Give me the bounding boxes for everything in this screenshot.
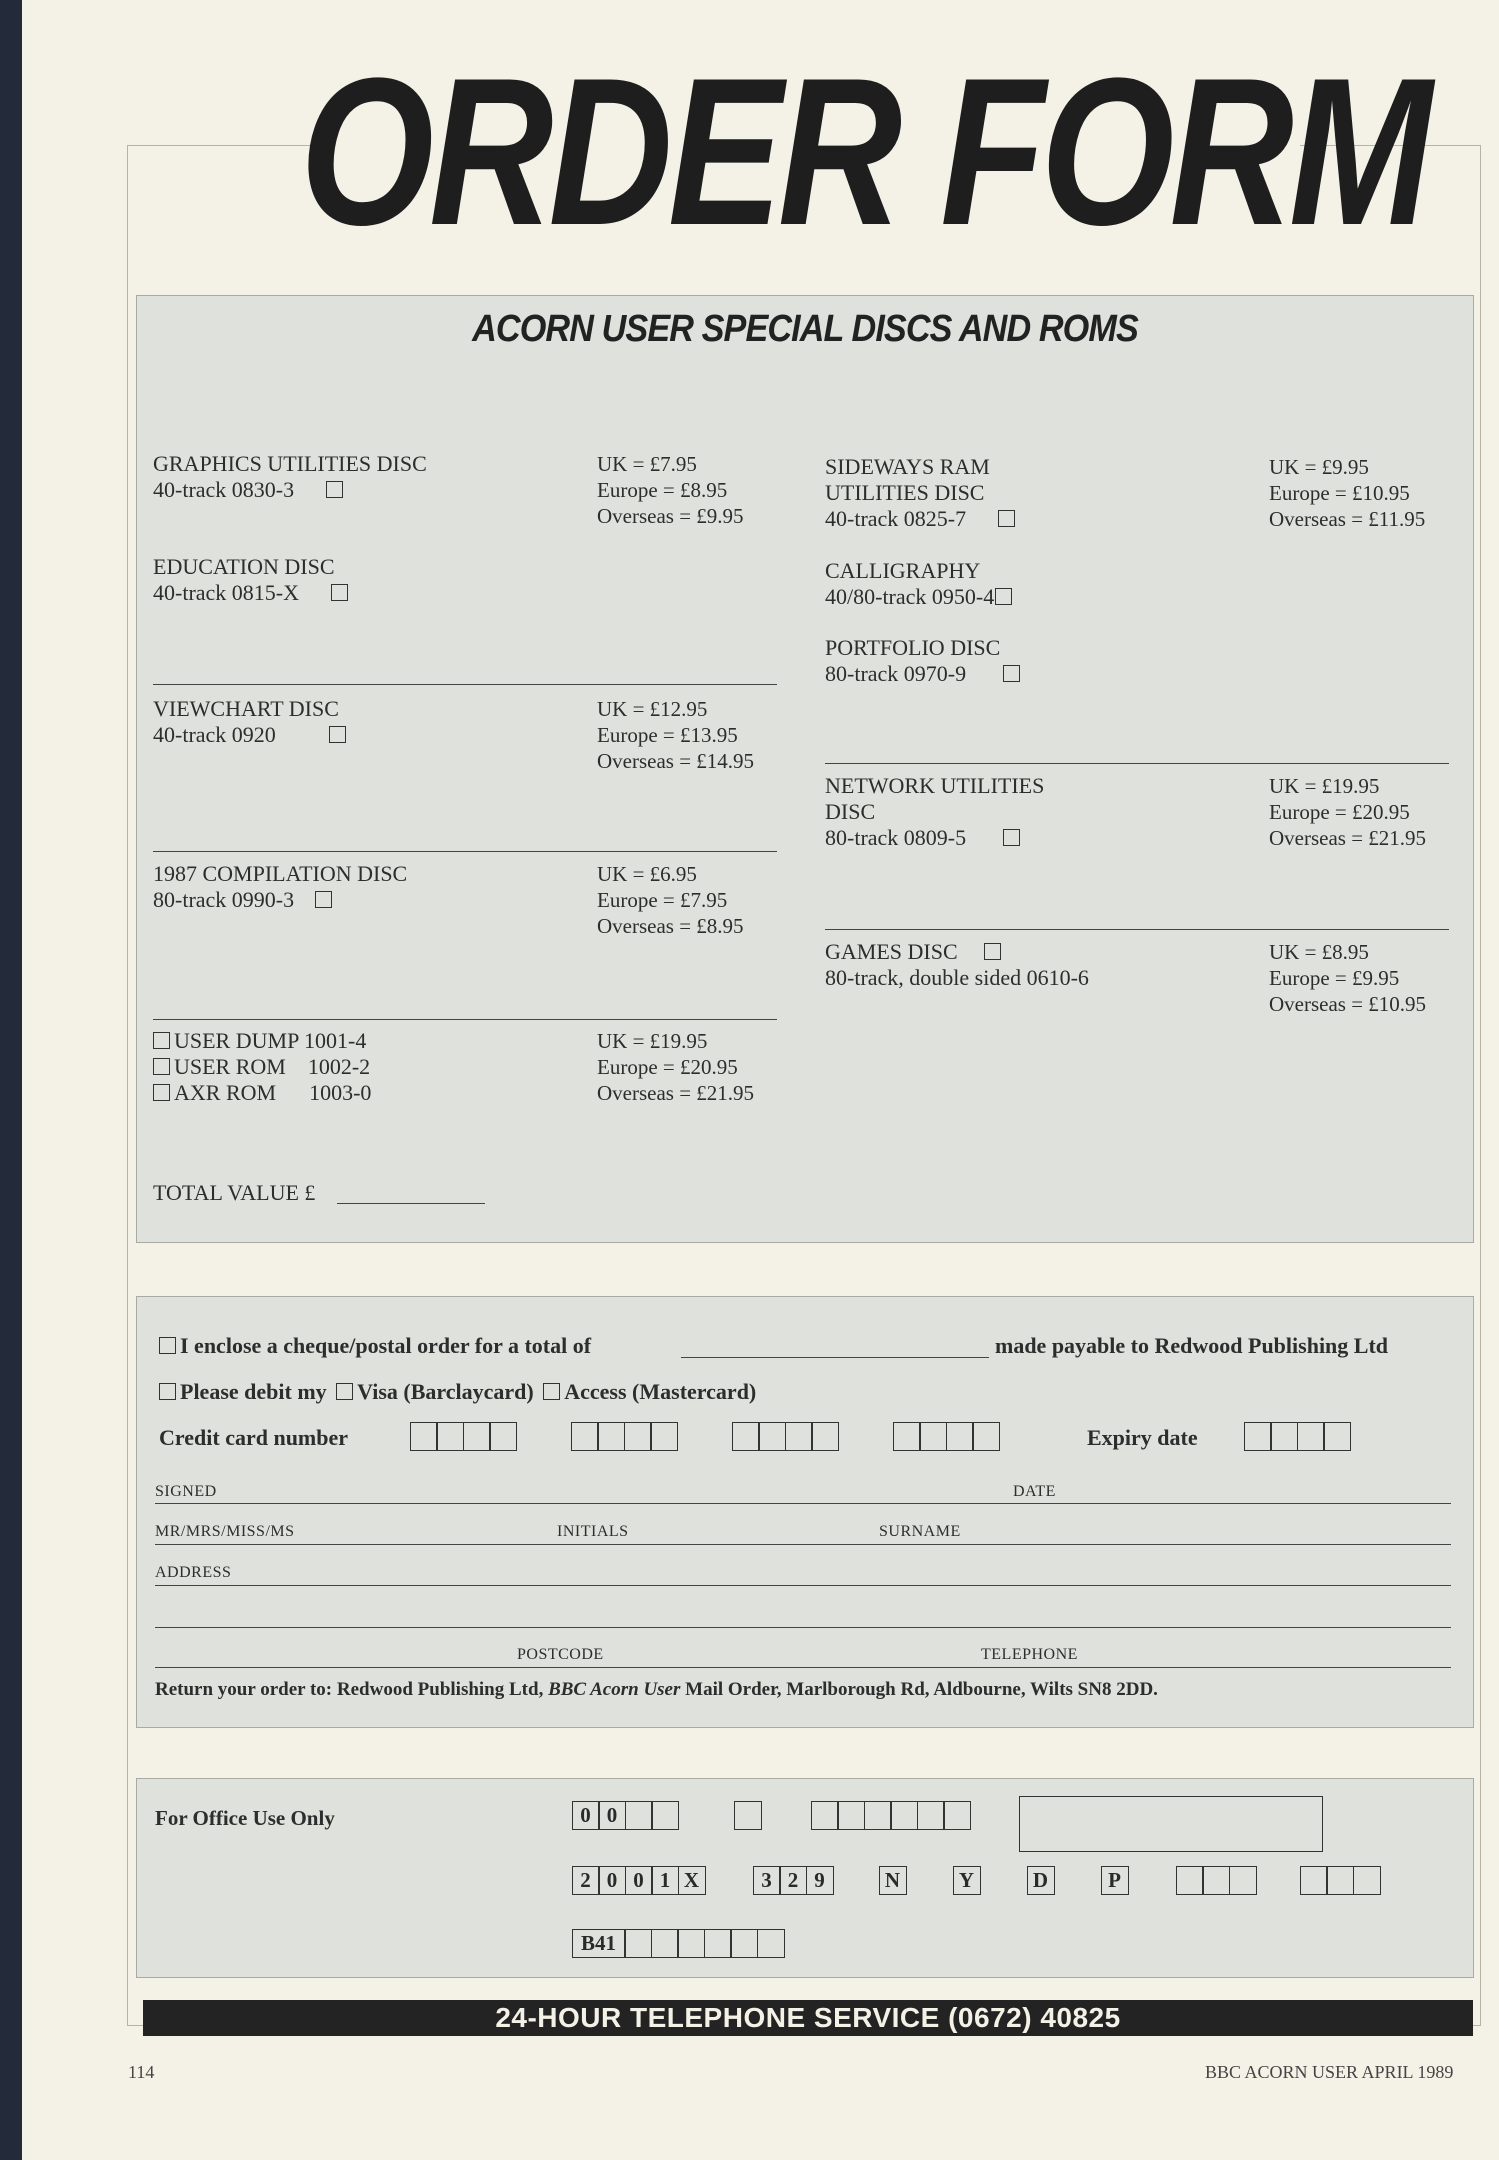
divider xyxy=(153,1019,777,1020)
product-code: 40/80-track 0950-4 xyxy=(825,584,995,609)
office-box-group xyxy=(735,1801,762,1830)
price-uk: UK = £12.95 xyxy=(597,697,708,721)
office-box: 0 xyxy=(572,1801,600,1830)
digit-box[interactable] xyxy=(1244,1422,1272,1451)
price-europe: Europe = £20.95 xyxy=(1269,800,1410,824)
office-box-group xyxy=(1301,1866,1381,1895)
divider xyxy=(825,929,1449,930)
office-box: 0 xyxy=(625,1866,653,1895)
products-panel xyxy=(136,295,1474,1243)
office-box: 2 xyxy=(572,1866,600,1895)
digit-box[interactable] xyxy=(919,1422,947,1451)
price-overseas: Overseas = £14.95 xyxy=(597,749,755,773)
card-number-group[interactable] xyxy=(894,1422,1000,1451)
price-europe: Europe = £7.95 xyxy=(597,888,728,912)
price-europe: Europe = £13.95 xyxy=(597,723,738,747)
product-code-row xyxy=(153,722,350,748)
product-code: 80-track 0970-9 xyxy=(825,661,967,686)
rom-name: AXR ROM xyxy=(174,1080,277,1105)
office-box xyxy=(1202,1866,1230,1895)
office-use-label: For Office Use Only xyxy=(155,1806,335,1830)
office-box: N xyxy=(879,1866,907,1895)
cheque-checkbox[interactable] xyxy=(159,1337,176,1354)
office-box xyxy=(1326,1866,1354,1895)
office-box xyxy=(917,1801,945,1830)
product-name: EDUCATION DISC xyxy=(153,554,335,579)
office-box-group xyxy=(1102,1866,1129,1895)
product-name: DISC xyxy=(825,799,876,824)
office-box xyxy=(890,1801,918,1830)
product-code-row xyxy=(825,661,1024,687)
rom-name: USER ROM xyxy=(174,1054,286,1079)
office-box: X xyxy=(678,1866,706,1895)
office-box xyxy=(1353,1866,1381,1895)
divider xyxy=(153,851,777,852)
sideways-checkbox[interactable] xyxy=(998,510,1015,527)
digit-box[interactable] xyxy=(758,1422,786,1451)
office-box-group xyxy=(573,1801,679,1830)
product-name: PORTFOLIO DISC xyxy=(825,635,1001,660)
price-europe: Europe = £9.95 xyxy=(1269,966,1400,990)
product-code-row xyxy=(825,584,1016,610)
product-code-row xyxy=(153,477,347,503)
product-code: 40-track 0830-3 xyxy=(153,477,295,502)
product-code: 40-track 0825-7 xyxy=(825,506,967,531)
expiry-label: Expiry date xyxy=(1087,1425,1198,1450)
cheque-row xyxy=(159,1333,591,1359)
product-name: 1987 COMPILATION DISC xyxy=(153,861,408,886)
office-box xyxy=(625,1801,653,1830)
product-code-row xyxy=(153,580,352,606)
return-magazine: BBC Acorn User xyxy=(548,1679,681,1700)
product-name: NETWORK UTILITIES xyxy=(825,773,1045,798)
card-number-group[interactable] xyxy=(572,1422,678,1451)
page-number: 114 xyxy=(128,2062,155,2082)
office-box xyxy=(677,1929,705,1958)
product-code-row xyxy=(825,506,1019,532)
office-box xyxy=(837,1801,865,1830)
price-overseas: Overseas = £8.95 xyxy=(597,914,744,938)
office-box xyxy=(811,1801,839,1830)
debit-row xyxy=(159,1379,756,1405)
telephone-service-banner: 24-HOUR TELEPHONE SERVICE (0672) 40825 xyxy=(143,2000,1473,2036)
office-box-group xyxy=(812,1801,971,1830)
payable-text: made payable to Redwood Publishing Ltd xyxy=(995,1333,1389,1358)
product-code-row xyxy=(153,887,336,913)
total-value-field[interactable] xyxy=(337,1203,485,1204)
office-box: 3 xyxy=(753,1866,781,1895)
product-code: 40-track 0815-X xyxy=(153,580,300,605)
return-address xyxy=(155,1677,1158,1703)
price-uk: UK = £6.95 xyxy=(597,862,697,886)
office-box: 2 xyxy=(779,1866,807,1895)
debit-text: Please debit my xyxy=(180,1379,327,1404)
digit-box[interactable] xyxy=(811,1422,839,1451)
price-overseas: Overseas = £21.95 xyxy=(597,1081,755,1105)
rom-code: 1001-4 xyxy=(304,1028,367,1053)
office-box-group xyxy=(1177,1866,1257,1895)
office-box xyxy=(734,1801,762,1830)
digit-box[interactable] xyxy=(893,1422,921,1451)
office-use-panel xyxy=(136,1778,1474,1978)
network-checkbox[interactable] xyxy=(1003,829,1020,846)
rom-name: USER DUMP xyxy=(174,1028,299,1053)
product-name-row xyxy=(825,939,1005,965)
price-overseas: Overseas = £9.95 xyxy=(597,504,744,528)
product-name: GAMES DISC xyxy=(825,939,958,964)
card-number-group[interactable] xyxy=(733,1422,839,1451)
product-name: VIEWCHART DISC xyxy=(153,696,339,721)
visa-checkbox[interactable] xyxy=(336,1383,353,1400)
office-box-group xyxy=(754,1866,834,1895)
frame-top-rule xyxy=(127,145,327,146)
digit-box[interactable] xyxy=(1297,1422,1325,1451)
office-box xyxy=(624,1929,652,1958)
access-label: Access (Mastercard) xyxy=(564,1379,757,1404)
office-box xyxy=(1300,1866,1328,1895)
office-box-group xyxy=(954,1866,981,1895)
price-overseas: Overseas = £21.95 xyxy=(1269,826,1427,850)
initials-label: INITIALS xyxy=(557,1523,629,1540)
office-box xyxy=(757,1929,785,1958)
page-spine xyxy=(0,0,22,2160)
office-box: B41 xyxy=(572,1929,626,1958)
price-uk: UK = £19.95 xyxy=(597,1029,708,1053)
divider xyxy=(153,684,777,685)
digit-box[interactable] xyxy=(597,1422,625,1451)
compilation-checkbox[interactable] xyxy=(315,891,332,908)
office-box: 0 xyxy=(598,1801,626,1830)
price-uk: UK = £8.95 xyxy=(1269,940,1369,964)
address-field[interactable] xyxy=(155,1627,1451,1628)
office-box: 1 xyxy=(651,1866,679,1895)
product-code: 80-track 0809-5 xyxy=(825,825,967,850)
title-label: MR/MRS/MISS/MS xyxy=(155,1523,295,1540)
product-code: 80-track, double sided 0610-6 xyxy=(825,965,1089,990)
magazine-footer: BBC ACORN USER APRIL 1989 xyxy=(1205,2062,1454,2082)
office-box xyxy=(704,1929,732,1958)
price-europe: Europe = £20.95 xyxy=(597,1055,738,1079)
price-uk: UK = £19.95 xyxy=(1269,774,1380,798)
office-box: 0 xyxy=(598,1866,626,1895)
postcode-telephone-field[interactable] xyxy=(155,1667,1451,1668)
price-europe: Europe = £8.95 xyxy=(597,478,728,502)
return-suffix: Mail Order, Marlborough Rd, Aldbourne, Wilts SN8 2DD. xyxy=(685,1679,1158,1700)
office-notes-box xyxy=(1019,1796,1323,1852)
rom-row xyxy=(149,1080,371,1106)
digit-box[interactable] xyxy=(1270,1422,1298,1451)
viewchart-checkbox[interactable] xyxy=(329,726,346,743)
office-box xyxy=(1176,1866,1204,1895)
price-overseas: Overseas = £11.95 xyxy=(1269,507,1426,531)
office-box xyxy=(864,1801,892,1830)
digit-box[interactable] xyxy=(972,1422,1000,1451)
signature-field[interactable] xyxy=(155,1503,1451,1504)
address-field[interactable] xyxy=(155,1585,1451,1586)
date-label: DATE xyxy=(1013,1483,1056,1500)
digit-box[interactable] xyxy=(489,1422,517,1451)
graphics-checkbox[interactable] xyxy=(326,481,343,498)
office-box xyxy=(730,1929,758,1958)
office-box xyxy=(1229,1866,1257,1895)
office-box: Y xyxy=(953,1866,981,1895)
cheque-text: I enclose a cheque/postal order for a total of xyxy=(180,1333,592,1358)
product-name: CALLIGRAPHY xyxy=(825,558,981,583)
office-box: D xyxy=(1027,1866,1055,1895)
rom-code: 1002-2 xyxy=(307,1054,371,1079)
section-title: ACORN USER SPECIAL DISCS AND ROMS xyxy=(472,308,1138,350)
signed-label: SIGNED xyxy=(155,1483,217,1500)
total-value-label: TOTAL VALUE £ xyxy=(153,1180,316,1205)
axr-rom-checkbox[interactable] xyxy=(153,1084,170,1101)
surname-label: SURNAME xyxy=(879,1523,961,1540)
digit-box[interactable] xyxy=(571,1422,599,1451)
telephone-label: TELEPHONE xyxy=(981,1646,1078,1663)
card-number-label: Credit card number xyxy=(159,1425,349,1450)
product-name: UTILITIES DISC xyxy=(825,480,985,505)
digit-box[interactable] xyxy=(624,1422,652,1451)
product-name: SIDEWAYS RAM xyxy=(825,454,990,479)
games-checkbox[interactable] xyxy=(984,943,1001,960)
visa-label: Visa (Barclaycard) xyxy=(357,1379,534,1404)
office-box xyxy=(651,1801,679,1830)
product-code: 40-track 0920 xyxy=(153,722,276,747)
office-box xyxy=(651,1929,679,1958)
rom-row xyxy=(149,1054,370,1080)
portfolio-checkbox[interactable] xyxy=(1003,665,1020,682)
return-prefix: Return your order to: Redwood Publishing Ltd, xyxy=(155,1679,544,1700)
digit-box[interactable] xyxy=(650,1422,678,1451)
education-checkbox[interactable] xyxy=(331,584,348,601)
price-uk: UK = £7.95 xyxy=(597,452,697,476)
user-dump-checkbox[interactable] xyxy=(153,1032,170,1049)
office-box xyxy=(943,1801,971,1830)
name-field[interactable] xyxy=(155,1544,1451,1545)
access-checkbox[interactable] xyxy=(543,1383,560,1400)
product-code-row xyxy=(825,825,1024,851)
debit-checkbox[interactable] xyxy=(159,1383,176,1400)
digit-box[interactable] xyxy=(785,1422,813,1451)
office-box: P xyxy=(1101,1866,1129,1895)
digit-box[interactable] xyxy=(410,1422,438,1451)
office-box-group xyxy=(573,1929,785,1958)
rom-row xyxy=(149,1028,366,1054)
postcode-label: POSTCODE xyxy=(517,1646,604,1663)
card-number-group[interactable] xyxy=(411,1422,517,1451)
rom-code: 1003-0 xyxy=(309,1080,372,1105)
digit-box[interactable] xyxy=(732,1422,760,1451)
calligraphy-checkbox[interactable] xyxy=(995,588,1012,605)
office-box-group xyxy=(880,1866,907,1895)
digit-box[interactable] xyxy=(463,1422,491,1451)
price-uk: UK = £9.95 xyxy=(1269,455,1369,479)
price-europe: Europe = £10.95 xyxy=(1269,481,1410,505)
digit-box[interactable] xyxy=(1323,1422,1351,1451)
office-box-group xyxy=(1028,1866,1055,1895)
cheque-amount-field[interactable] xyxy=(681,1357,989,1358)
divider xyxy=(825,763,1449,764)
expiry-date-group[interactable] xyxy=(1245,1422,1351,1451)
address-label: ADDRESS xyxy=(155,1564,232,1581)
office-box: 9 xyxy=(806,1866,834,1895)
page-title: ORDER FORM xyxy=(300,34,1428,269)
payment-panel xyxy=(136,1296,1474,1728)
digit-box[interactable] xyxy=(946,1422,974,1451)
product-code: 80-track 0990-3 xyxy=(153,887,295,912)
price-overseas: Overseas = £10.95 xyxy=(1269,992,1427,1016)
product-name: GRAPHICS UTILITIES DISC xyxy=(153,451,427,476)
office-box-group xyxy=(573,1866,706,1895)
user-rom-checkbox[interactable] xyxy=(153,1058,170,1075)
digit-box[interactable] xyxy=(436,1422,464,1451)
